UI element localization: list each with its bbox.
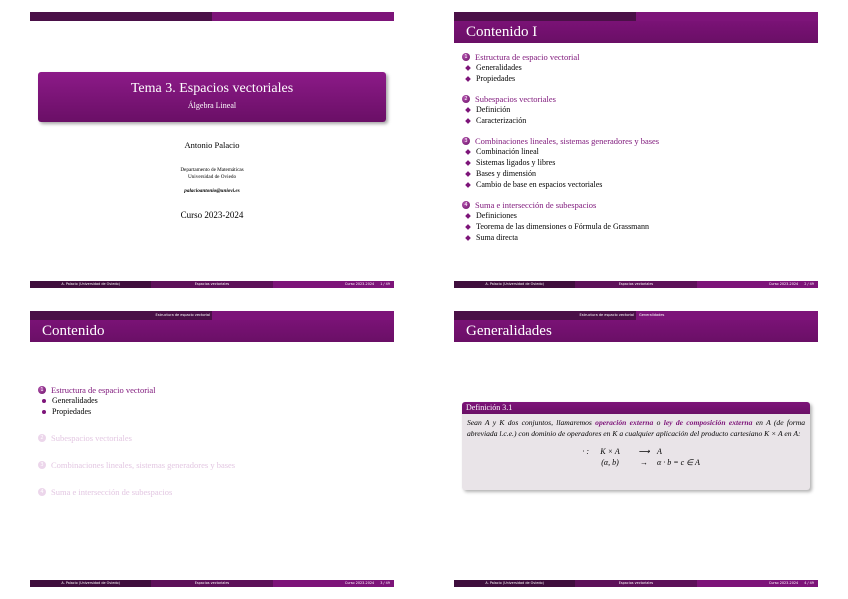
toc-subsection[interactable]: Combinación lineal — [462, 146, 659, 157]
nav-section-link[interactable]: Estructura de espacio vectorial — [454, 311, 636, 320]
footer — [454, 580, 818, 587]
bullet-icon — [465, 160, 471, 166]
bullet-icon — [465, 224, 471, 230]
toc-subsection[interactable]: Cambio de base en espacios vectoriales — [462, 179, 659, 190]
bullet-icon — [465, 235, 471, 241]
author-name: Antonio Palacio — [184, 140, 240, 150]
footer — [30, 580, 394, 587]
toc-subsection[interactable]: Propiedades — [38, 406, 235, 417]
footer — [30, 281, 394, 288]
slide-title: Generalidades — [454, 320, 818, 342]
footer-course: Curso 2023-2024 3 / 49 — [273, 580, 394, 587]
page-number: 4 / 49 — [804, 581, 814, 585]
slide-1 — [30, 12, 394, 288]
footer-author: A. Palacio (Universidad de Oviedo) — [454, 580, 575, 587]
toc-subsection[interactable]: Propiedades — [462, 73, 659, 84]
slide-title: Contenido — [30, 320, 394, 342]
formula-symbol: · : — [582, 447, 589, 456]
section-nav — [30, 311, 394, 320]
title-box — [38, 72, 386, 122]
formula-row: (α, b) → α · b = c ∈ A — [601, 458, 700, 467]
slide-title: Contenido I — [454, 21, 818, 43]
page-number: 2 / 49 — [804, 282, 814, 286]
toc-subsection[interactable]: Definición — [462, 104, 659, 115]
bullet-icon — [465, 149, 471, 155]
author-email: palacioantonio@uniovi.es — [184, 188, 240, 194]
institution — [30, 167, 394, 181]
toc-section[interactable]: 1 Estructura de espacio vectorial — [462, 51, 659, 62]
toc-subsection[interactable]: Sistemas ligados y libres — [462, 157, 659, 168]
top-strip — [30, 12, 394, 21]
slide-2 — [454, 12, 818, 288]
toc-section-faded[interactable]: 3 Combinaciones lineales, sistemas generadores y bases — [38, 459, 235, 470]
bullet-icon — [42, 399, 46, 403]
page-number: 3 / 49 — [380, 581, 390, 585]
footer-course: Curso 2023-2024 1 / 49 — [273, 281, 394, 288]
bullet-icon — [465, 65, 471, 71]
toc-subsection[interactable]: Bases y dimensión — [462, 168, 659, 179]
bullet-icon — [465, 76, 471, 82]
slide-3 — [30, 311, 394, 587]
slide-4 — [454, 311, 818, 587]
page-number: 1 / 49 — [380, 282, 390, 286]
bullet-icon — [465, 118, 471, 124]
table-of-contents — [38, 384, 235, 497]
footer-author: A. Palacio (Universidad de Oviedo) — [30, 580, 151, 587]
footer — [454, 281, 818, 288]
nav-section-link[interactable]: Estructura de espacio vectorial — [30, 311, 212, 320]
toc-subsection[interactable]: Generalidades — [462, 62, 659, 73]
bullet-icon — [42, 410, 46, 414]
bullet-icon — [465, 182, 471, 188]
toc-subsection[interactable]: Generalidades — [38, 395, 235, 406]
footer-author: A. Palacio (Universidad de Oviedo) — [30, 281, 151, 288]
toc-subsection[interactable]: Teorema de las dimensiones o Fórmula de Grassmann — [462, 221, 659, 232]
toc-section[interactable]: 4 Suma e intersección de subespacios — [462, 199, 659, 210]
footer-topic: Espacios vectoriales — [575, 580, 696, 587]
section-nav — [454, 311, 818, 320]
footer-topic: Espacios vectoriales — [151, 580, 272, 587]
bullet-icon — [465, 107, 471, 113]
formula — [467, 446, 805, 468]
footer-author: A. Palacio (Universidad de Oviedo) — [454, 281, 575, 288]
toc-section[interactable]: 3 Combinaciones lineales, sistemas generadores y bases — [462, 135, 659, 146]
toc-section-faded[interactable]: 4 Suma e intersección de subespacios — [38, 486, 235, 497]
term-highlight: operación externa — [595, 418, 654, 427]
table-of-contents — [462, 51, 659, 243]
nav-subsection-link[interactable]: Generalidades — [636, 311, 818, 320]
footer-topic: Espacios vectoriales — [151, 281, 272, 288]
definition-body: Sean A y K dos conjuntos, llamaremos operación externa o ley de composición externa en A (de forma abreviada l.c.e.) con dominio de operadores en K a cualquier aplicación del producto cartesiano K × A en A: · : K × A ⟶ A (α, b) → α · b = c ∈ A — [467, 418, 806, 467]
bullet-icon — [465, 171, 471, 177]
toc-section-active[interactable]: 1 Estructura de espacio vectorial — [38, 384, 235, 395]
presentation-subtitle: Álgebra Lineal — [187, 101, 237, 110]
definition-title: Definición 3.1 — [462, 402, 810, 414]
term-highlight: ley de composición externa — [663, 418, 753, 427]
course-label: Curso 2023-2024 — [180, 210, 244, 220]
definition-block — [462, 402, 810, 490]
footer-topic: Espacios vectoriales — [575, 281, 696, 288]
presentation-title: Tema 3. Espacios vectoriales — [130, 81, 294, 96]
bullet-icon — [465, 213, 471, 219]
footer-course: Curso 2023-2024 2 / 49 — [697, 281, 818, 288]
toc-section[interactable]: 2 Subespacios vectoriales — [462, 93, 659, 104]
toc-subsection[interactable]: Definiciones — [462, 210, 659, 221]
top-strip — [454, 12, 818, 21]
toc-subsection[interactable]: Suma directa — [462, 232, 659, 243]
footer-course: Curso 2023-2024 4 / 49 — [697, 580, 818, 587]
university: Universidad de Oviedo — [187, 174, 237, 180]
formula-row: · : K × A ⟶ A — [467, 446, 805, 457]
toc-section-faded[interactable]: 2 Subespacios vectoriales — [38, 432, 235, 443]
department: Departamento de Matemáticas — [180, 167, 244, 173]
toc-subsection[interactable]: Caracterización — [462, 115, 659, 126]
